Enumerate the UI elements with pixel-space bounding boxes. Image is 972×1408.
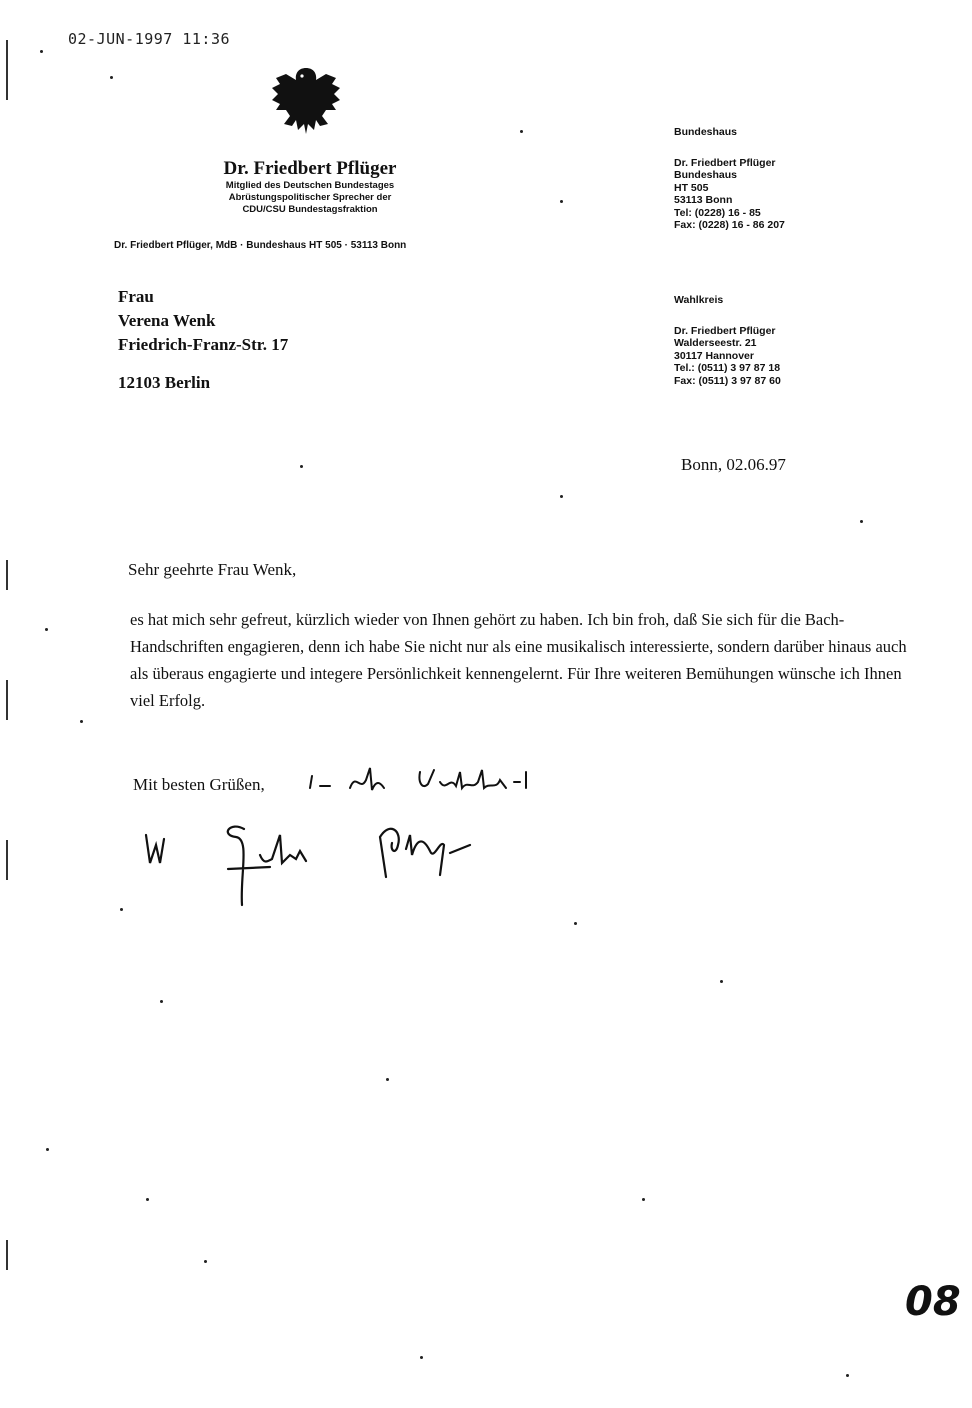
wahlkreis-contact	[674, 294, 781, 387]
fax-speck	[846, 1374, 849, 1377]
fax-speck	[420, 1356, 423, 1359]
fax-speck	[642, 1198, 645, 1201]
fax-speck	[720, 980, 723, 983]
salutation: Sehr geehrte Frau Wenk,	[128, 560, 297, 579]
wahlkreis-line: 30117 Hannover	[674, 349, 754, 362]
fax-speck	[160, 1000, 163, 1003]
scan-edge-line	[6, 840, 8, 880]
sender-title-line1: Mitglied des Deutschen Bundestages	[225, 180, 395, 191]
letter-date: Bonn, 02.06.97	[681, 455, 786, 474]
recipient-name: Verena Wenk	[118, 311, 216, 330]
fax-speck	[80, 720, 83, 723]
handwritten-signature	[140, 815, 500, 915]
sender-title-line3: CDU/CSU Bundestagsfraktion	[242, 204, 378, 215]
bundeshaus-line: Fax: (0228) 16 - 86 207	[674, 219, 785, 231]
fax-speck	[386, 1078, 389, 1081]
fax-speck	[45, 628, 48, 631]
bundeshaus-line: 53113 Bonn	[674, 194, 733, 206]
bundeshaus-line: Bundeshaus	[674, 169, 738, 181]
bundeshaus-line: Dr. Friedbert Pflüger	[674, 156, 776, 169]
sender-name: Dr. Friedbert Pflüger	[223, 158, 397, 179]
fax-speck	[560, 495, 563, 498]
fax-speck	[120, 908, 123, 911]
fax-speck	[46, 1148, 49, 1151]
fax-speck	[204, 1260, 207, 1263]
scan-edge-line	[6, 680, 8, 720]
fax-speck	[560, 200, 563, 203]
wahlkreis-line: Walderseestr. 21	[674, 337, 757, 349]
bundeshaus-contact	[674, 126, 785, 232]
recipient-address	[118, 285, 288, 395]
closing: Mit besten Grüßen,	[133, 775, 265, 794]
body-paragraph: es hat mich sehr gefreut, kürzlich wieder von Ihnen gehört zu haben. Ich bin froh, daß Sie sich für die Bach-Handschriften engagieren, denn ich habe Sie nicht nur als eine musikalisch interessierte, sondern darüber hinaus auch als überaus engagierte und integere Persönlichkeit kennengelernt. Für Ihre weiteren Bemühungen wünsche ich Ihnen viel Erfolg.	[130, 610, 907, 710]
fax-header-timestamp: 02-JUN-1997 11:36	[68, 30, 231, 48]
bundeshaus-line: HT 505	[674, 181, 709, 194]
handwritten-note-scribble	[300, 762, 600, 802]
scan-edge-line	[6, 1240, 8, 1270]
sender-title-line2: Abrüstungspolitischer Sprecher der	[228, 192, 392, 203]
fax-speck	[860, 520, 863, 523]
fax-speck	[300, 465, 303, 468]
wahlkreis-heading: Wahlkreis	[674, 294, 724, 306]
scan-edge-line	[6, 40, 8, 100]
fax-speck	[40, 50, 43, 53]
recipient-title: Frau	[118, 287, 154, 306]
fax-speck	[110, 76, 113, 79]
fax-speck	[520, 130, 523, 133]
bundeshaus-heading: Bundeshaus	[674, 126, 738, 138]
wahlkreis-line: Dr. Friedbert Pflüger	[674, 324, 776, 337]
fax-speck	[574, 922, 577, 925]
sender-letterhead	[160, 158, 460, 216]
handwritten-note	[300, 762, 600, 809]
federal-eagle-icon	[268, 64, 344, 138]
recipient-city: 12103 Berlin	[118, 373, 211, 392]
page-number-mark: 08	[905, 1279, 961, 1325]
wahlkreis-line: Tel.: (0511) 3 97 87 18	[674, 362, 781, 374]
return-address: Dr. Friedbert Pflüger, MdB · Bundeshaus HT 505 · 53113 Bonn	[114, 240, 407, 251]
recipient-street: Friedrich-Franz-Str. 17	[118, 335, 289, 354]
fax-speck	[146, 1198, 149, 1201]
bundeshaus-line: Tel: (0228) 16 - 85	[674, 206, 761, 219]
letter-body	[130, 606, 910, 714]
wahlkreis-line: Fax: (0511) 3 97 87 60	[674, 374, 781, 387]
scan-edge-line	[6, 560, 8, 590]
